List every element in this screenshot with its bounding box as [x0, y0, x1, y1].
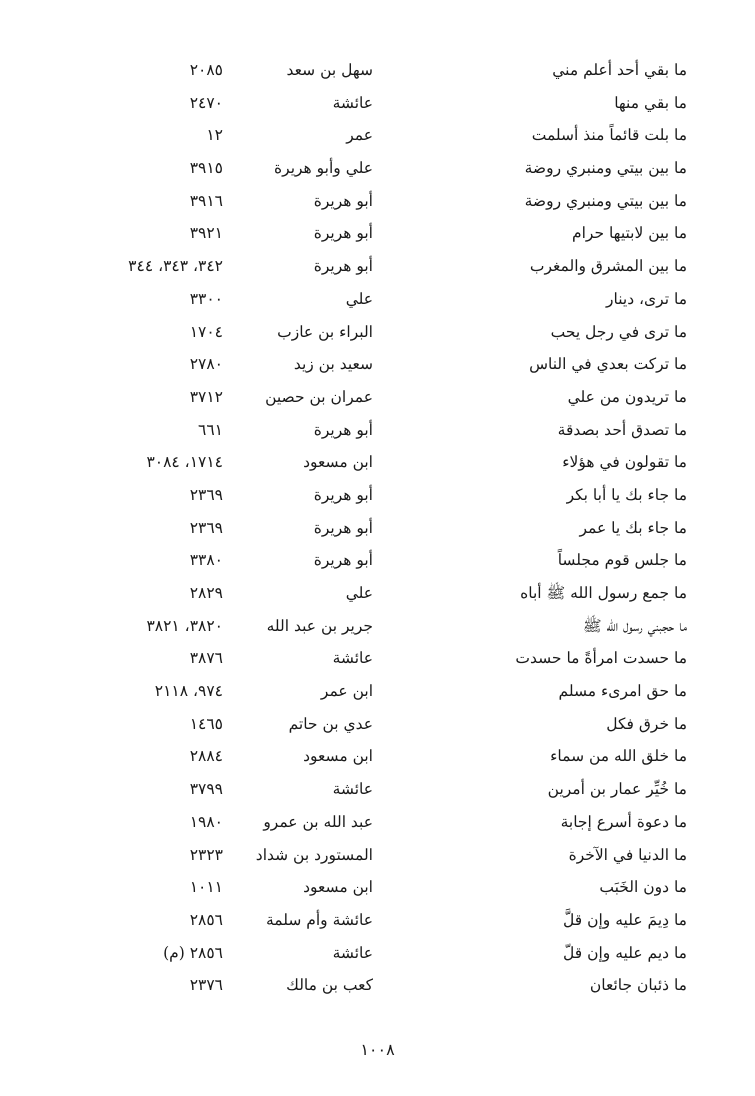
table-row [0, 250, 755, 283]
narrator-name: علي [345, 289, 373, 308]
narrator-name: عمران بن حصين [265, 387, 373, 406]
table-row [0, 577, 755, 610]
hadith-text: ما ترى في رجل يحب [550, 322, 687, 341]
narrator-name: عائشة [332, 93, 373, 112]
hadith-text: ما جاء بك يا عمر [579, 518, 687, 537]
hadith-number: ٣٩٢١ [189, 224, 223, 243]
table-row [0, 937, 755, 970]
hadith-text: ما جاء بك يا أبا بكر [566, 485, 687, 504]
narrator-name: عبد الله بن عمرو [263, 812, 373, 831]
hadith-text: ما دِيمَ عليه وإن قلَّ [563, 910, 687, 929]
narrator-name: أبو هريرة [313, 420, 373, 439]
index-table [0, 54, 755, 1002]
hadith-text: ما خُيِّر عمار بن أمرين [547, 780, 687, 799]
hadith-number: ٢٣٢٣ [189, 845, 223, 864]
narrator-name: سهل بن سعد [286, 61, 373, 79]
narrator-name: علي وأبو هريرة [274, 159, 373, 178]
hadith-number: ١٧١٤، ٣٠٨٤ [146, 453, 223, 472]
table-row [0, 381, 755, 414]
hadith-number: ٣٣٨٠ [189, 551, 223, 570]
narrator-name: كعب بن مالك [286, 976, 373, 995]
hadith-text: ما تقولون في هؤلاء [562, 453, 687, 472]
narrator-name: أبو هريرة [313, 518, 373, 537]
hadith-number: ٢٨٢٩ [189, 584, 223, 602]
hadith-number: ٣٣٠٠ [189, 289, 223, 308]
table-row [0, 544, 755, 577]
table-row [0, 642, 755, 675]
hadith-text: ما بلت قائماً منذ أسلمت [531, 126, 687, 145]
narrator-name: عدي بن حاتم [288, 714, 373, 733]
hadith-number: ٣٧١٢ [189, 387, 223, 406]
hadith-text: ما بين بيتي ومنبري روضة [524, 191, 687, 210]
table-row [0, 185, 755, 218]
hadith-number: ٢٠٨٥ [189, 61, 223, 79]
table-row [0, 152, 755, 185]
hadith-text: ما خلق الله من سماء [550, 747, 687, 766]
hadith-text: ما الدنيا في الآخرة [568, 845, 687, 864]
hadith-number: ٣٨٧٦ [189, 649, 223, 668]
hadith-text: ما حق امرىء مسلم [558, 682, 687, 701]
narrator-name: علي [345, 584, 373, 602]
hadith-number: ٩٧٤، ٢١١٨ [154, 682, 223, 701]
hadith-number: ٢٧٨٠ [189, 355, 223, 374]
hadith-number: ٣٩١٦ [189, 191, 223, 210]
table-row [0, 283, 755, 316]
narrator-name: البراء بن عازب [277, 322, 373, 341]
hadith-text: ما بقي أحد أعلم مني [552, 61, 687, 79]
table-row [0, 675, 755, 708]
hadith-text: ما بقي منها [614, 93, 687, 112]
hadith-number: ٢٣٦٩ [189, 518, 223, 537]
narrator-name: عمر [346, 126, 373, 145]
narrator-name: أبو هريرة [313, 224, 373, 243]
hadith-number: ١٧٠٤ [189, 322, 223, 341]
hadith-text: ما تركت بعدي في الناس [529, 355, 687, 374]
table-row [0, 806, 755, 839]
hadith-number: ٢٨٥٦ (م) [163, 943, 223, 962]
narrator-name: ابن عمر [320, 682, 373, 701]
hadith-text: ما تريدون من علي [567, 387, 687, 406]
narrator-name: ابن مسعود [303, 878, 373, 897]
hadith-text: ما جمع رسول الله ﷺ أباه [520, 584, 687, 602]
narrator-name: جرير بن عبد الله [266, 616, 373, 635]
table-row [0, 871, 755, 904]
narrator-name: عائشة [332, 943, 373, 962]
narrator-name: أبو هريرة [313, 551, 373, 570]
hadith-number: ٢٣٧٦ [189, 976, 223, 995]
hadith-text: ما ترى، دينار [606, 289, 687, 308]
hadith-number: ١٤٦٥ [189, 714, 223, 733]
table-row [0, 904, 755, 937]
narrator-name: ابن مسعود [303, 453, 373, 472]
hadith-number: ٢٨٥٦ [189, 910, 223, 929]
page-number: ١٠٠٨ [360, 1040, 395, 1059]
table-row [0, 512, 755, 545]
narrator-name: عائشة وأم سلمة [265, 910, 373, 929]
hadith-number: ١٩٨٠ [189, 812, 223, 831]
narrator-name: عائشة [332, 780, 373, 799]
table-row [0, 969, 755, 1002]
table-row [0, 119, 755, 152]
hadith-number: ٣٨٢٠، ٣٨٢١ [146, 616, 223, 635]
table-row [0, 217, 755, 250]
hadith-number: ٦٦١ [198, 420, 223, 439]
hadith-number: ٢٨٨٤ [189, 747, 223, 766]
hadith-number: ٣٧٩٩ [189, 780, 223, 799]
table-row [0, 479, 755, 512]
narrator-name: أبو هريرة [313, 485, 373, 504]
narrator-name: سعيد بن زيد [293, 355, 373, 374]
hadith-number: ٣٤٢، ٣٤٣، ٣٤٤ [128, 257, 223, 276]
hadith-text: ما بين المشرق والمغرب [529, 257, 687, 276]
hadith-text: ما بين بيتي ومنبري روضة [524, 159, 687, 178]
hadith-text: ما خرق فكل [606, 714, 687, 733]
hadith-text: ما ذئبان جائعان [589, 976, 687, 995]
hadith-number: ١٢ [206, 126, 223, 145]
table-row [0, 773, 755, 806]
hadith-number: ١٠١١ [189, 878, 223, 897]
table-row [0, 740, 755, 773]
hadith-text: ما دعوة أسرع إجابة [560, 812, 687, 831]
narrator-name: عائشة [332, 649, 373, 668]
hadith-text: ما تصدق أحد بصدقة [557, 420, 687, 439]
hadith-text: ما دون الخَبَب [599, 878, 687, 897]
table-row [0, 348, 755, 381]
hadith-text: ما حسدت امرأةً ما حسدت [515, 649, 687, 668]
table-row [0, 316, 755, 349]
narrator-name: المستورد بن شداد [255, 845, 373, 864]
hadith-number: ٢٤٧٠ [189, 93, 223, 112]
narrator-name: أبو هريرة [313, 191, 373, 210]
table-row [0, 610, 755, 643]
hadith-text: ما ديم عليه وإن قلّ [563, 943, 687, 962]
narrator-name: أبو هريرة [313, 257, 373, 276]
table-row [0, 708, 755, 741]
hadith-text: ما حجبني رسول الله ﷺ [582, 616, 687, 635]
hadith-text: ما جلس قوم مجلساً [557, 551, 687, 570]
table-row [0, 54, 755, 87]
table-row [0, 446, 755, 479]
table-row [0, 87, 755, 120]
table-row [0, 414, 755, 447]
hadith-number: ٢٣٦٩ [189, 485, 223, 504]
narrator-name: ابن مسعود [303, 747, 373, 766]
table-row [0, 839, 755, 872]
hadith-number: ٣٩١٥ [189, 159, 223, 178]
hadith-text: ما بين لابتيها حرام [571, 224, 687, 243]
